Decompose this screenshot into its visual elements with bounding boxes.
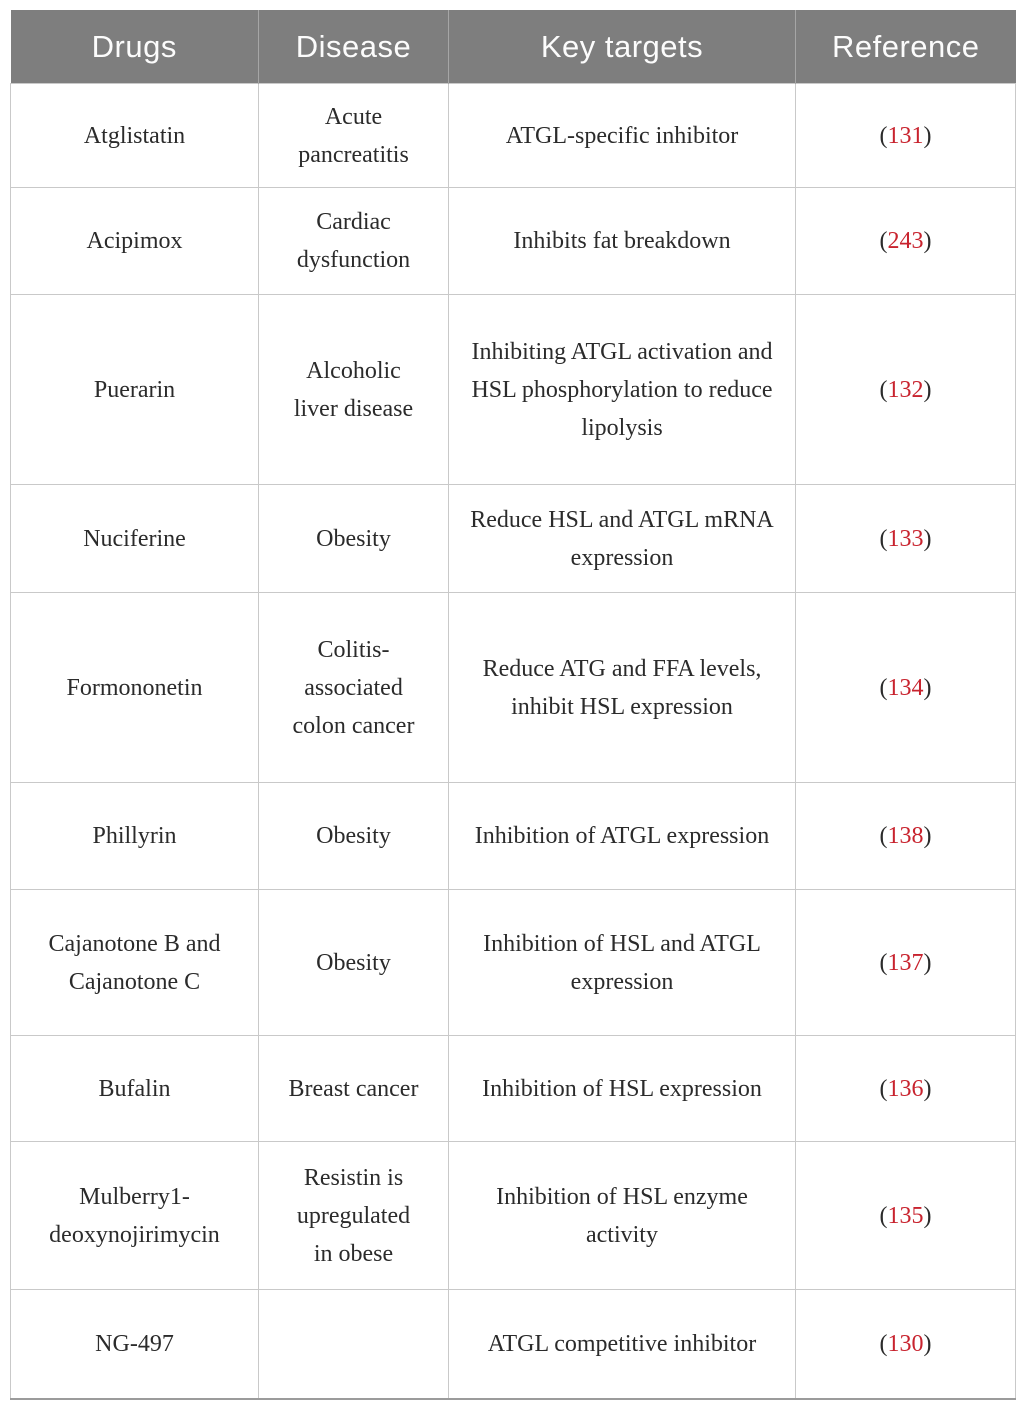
column-header-disease: Disease: [259, 10, 449, 84]
drug-target-table: [10, 10, 1016, 1400]
reference-cell: [796, 890, 1016, 1036]
disease-cell: Obesity: [259, 485, 449, 593]
citation-link[interactable]: 136: [887, 1075, 924, 1102]
table-row: [11, 1036, 1016, 1142]
reference-cell: [796, 295, 1016, 485]
ref-paren-open: (: [879, 949, 888, 976]
table-row: [11, 783, 1016, 890]
ref-paren-open: (: [879, 1202, 888, 1229]
key-targets-cell: Inhibition of HSL and ATGL expression: [449, 890, 796, 1036]
drug-cell: Mulberry1-deoxynojirimycin: [11, 1142, 259, 1290]
key-targets-cell: Inhibiting ATGL activation and HSL phosphorylation to reduce lipolysis: [449, 295, 796, 485]
citation-link[interactable]: 130: [887, 1330, 924, 1357]
drug-cell: Nuciferine: [11, 485, 259, 593]
drug-cell: Phillyrin: [11, 783, 259, 890]
column-header-drugs: Drugs: [11, 10, 259, 84]
reference-cell: [796, 593, 1016, 783]
drug-cell: Puerarin: [11, 295, 259, 485]
ref-paren-close: ): [923, 228, 932, 254]
drug-cell: Cajanotone B and Cajanotone C: [11, 890, 259, 1036]
ref-paren-close: ): [923, 823, 932, 849]
table-row: [11, 84, 1016, 188]
disease-cell: Resistin is upregulated in obese: [259, 1142, 449, 1290]
ref-paren-open: (: [879, 1075, 888, 1102]
ref-paren-close: ): [923, 1202, 932, 1229]
citation-link[interactable]: 135: [887, 1202, 924, 1229]
key-targets-cell: Reduce ATG and FFA levels, inhibit HSL expression: [449, 593, 796, 783]
table-row: [11, 1290, 1016, 1399]
reference-cell: [796, 1036, 1016, 1142]
table-header: [11, 10, 1016, 84]
reference-cell: [796, 188, 1016, 295]
drug-cell: Atglistatin: [11, 84, 259, 188]
reference-cell: [796, 1290, 1016, 1399]
citation-link[interactable]: 131: [887, 122, 924, 149]
ref-paren-close: ): [923, 376, 932, 403]
column-header-key-targets: Key targets: [449, 10, 796, 84]
key-targets-cell: ATGL competitive inhibitor: [449, 1290, 796, 1399]
key-targets-cell: Inhibition of ATGL expression: [449, 783, 796, 890]
ref-paren-open: (: [879, 823, 888, 849]
ref-paren-open: (: [879, 674, 888, 701]
ref-paren-open: (: [879, 525, 888, 552]
citation-link[interactable]: 134: [887, 674, 924, 701]
table-row: [11, 295, 1016, 485]
ref-paren-open: (: [879, 228, 888, 254]
disease-cell: [259, 1290, 449, 1399]
disease-cell: Obesity: [259, 783, 449, 890]
column-header-reference: Reference: [796, 10, 1016, 84]
table-row: [11, 485, 1016, 593]
header-row: [11, 10, 1016, 84]
citation-link[interactable]: 138: [887, 823, 924, 849]
citation-link[interactable]: 243: [887, 228, 924, 254]
key-targets-cell: Inhibition of HSL expression: [449, 1036, 796, 1142]
reference-cell: [796, 84, 1016, 188]
ref-paren-open: (: [879, 122, 888, 149]
citation-link[interactable]: 132: [887, 376, 924, 403]
drug-cell: Formononetin: [11, 593, 259, 783]
disease-cell: Alcoholic liver disease: [259, 295, 449, 485]
ref-paren-close: ): [923, 122, 932, 149]
ref-paren-close: ): [923, 525, 932, 552]
ref-paren-close: ): [923, 949, 932, 976]
table-row: [11, 1142, 1016, 1290]
key-targets-cell: Inhibition of HSL enzyme activity: [449, 1142, 796, 1290]
ref-paren-open: (: [879, 1330, 888, 1357]
key-targets-cell: Inhibits fat breakdown: [449, 188, 796, 295]
ref-paren-close: ): [923, 674, 932, 701]
reference-cell: [796, 1142, 1016, 1290]
ref-paren-close: ): [923, 1075, 932, 1102]
table-row: [11, 593, 1016, 783]
drug-cell: NG-497: [11, 1290, 259, 1399]
disease-cell: Colitis-associated colon cancer: [259, 593, 449, 783]
citation-link[interactable]: 137: [887, 949, 924, 976]
reference-cell: [796, 485, 1016, 593]
key-targets-cell: ATGL-specific inhibitor: [449, 84, 796, 188]
drug-cell: Acipimox: [11, 188, 259, 295]
disease-cell: Obesity: [259, 890, 449, 1036]
key-targets-cell: Reduce HSL and ATGL mRNA expression: [449, 485, 796, 593]
table-row: [11, 188, 1016, 295]
table-row: [11, 890, 1016, 1036]
citation-link[interactable]: 133: [887, 525, 924, 552]
disease-cell: Cardiac dysfunction: [259, 188, 449, 295]
disease-cell: Breast cancer: [259, 1036, 449, 1142]
disease-cell: Acute pancreatitis: [259, 84, 449, 188]
ref-paren-close: ): [923, 1330, 932, 1357]
drug-cell: Bufalin: [11, 1036, 259, 1142]
reference-cell: [796, 783, 1016, 890]
ref-paren-open: (: [879, 376, 888, 403]
